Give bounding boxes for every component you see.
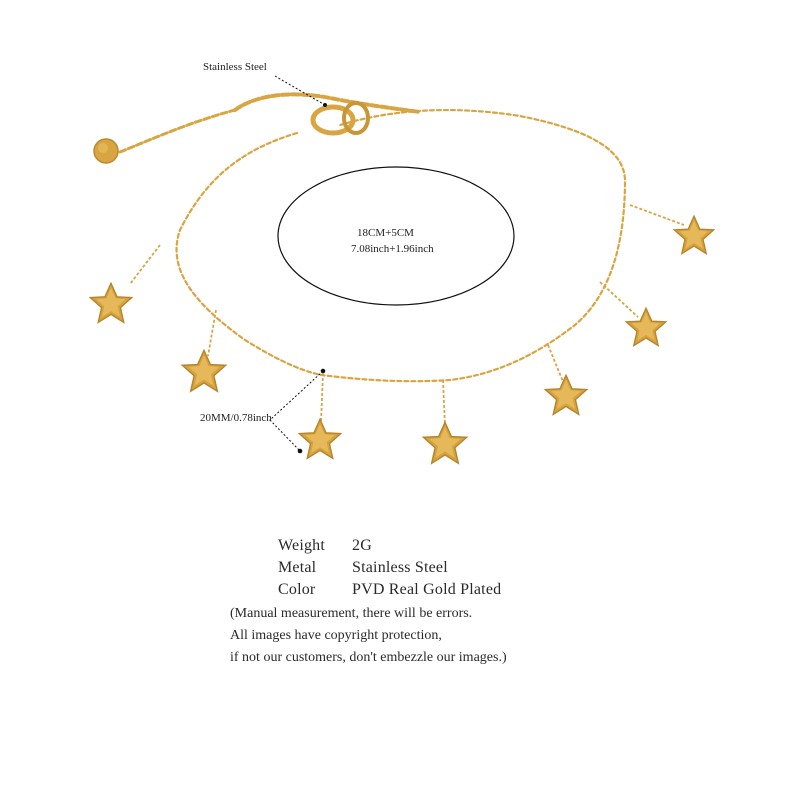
spec-label: Metal [278,559,317,576]
drop-bracket-bottom-dot [298,449,303,454]
drop-bracket-top-dot [321,369,326,374]
star-charm-icon [182,350,225,391]
star-charm-icon [545,375,586,414]
material-callout-dot [323,103,327,107]
drop-length-label: 20MM/0.78inch [200,412,272,424]
spec-label: Color [278,581,316,598]
material-callout-line [275,76,325,105]
lobster-clasp-icon [313,103,368,133]
note-line: All images have copyright protection, [230,628,442,643]
length-inch-label: 7.08inch+1.96inch [351,243,434,255]
extension-chain-tail [120,110,235,152]
spec-value: PVD Real Gold Plated [352,581,502,598]
star-charm-icon [626,308,666,345]
spec-value: 2G [352,537,372,554]
spec-row-color [278,579,598,601]
spec-label: Weight [278,537,326,554]
note-line: if not our customers, don't embezzle our images.) [230,650,507,665]
length-cm-label: 18CM+5CM [357,227,414,239]
note-line: (Manual measurement, there will be errors. [230,606,473,621]
spec-row-weight [278,535,598,557]
spec-row-metal [278,557,598,579]
star-charm-icon [423,422,466,463]
spec-value: Stainless Steel [352,559,448,576]
star-charm-icon [674,216,714,253]
star-charm-icon [90,283,131,322]
tag-charm-icon [94,139,118,163]
star-charm-icon [299,419,340,458]
material-callout-label: Stainless Steel [203,61,267,73]
copyright-notes [230,603,610,669]
product-specs [278,535,598,601]
